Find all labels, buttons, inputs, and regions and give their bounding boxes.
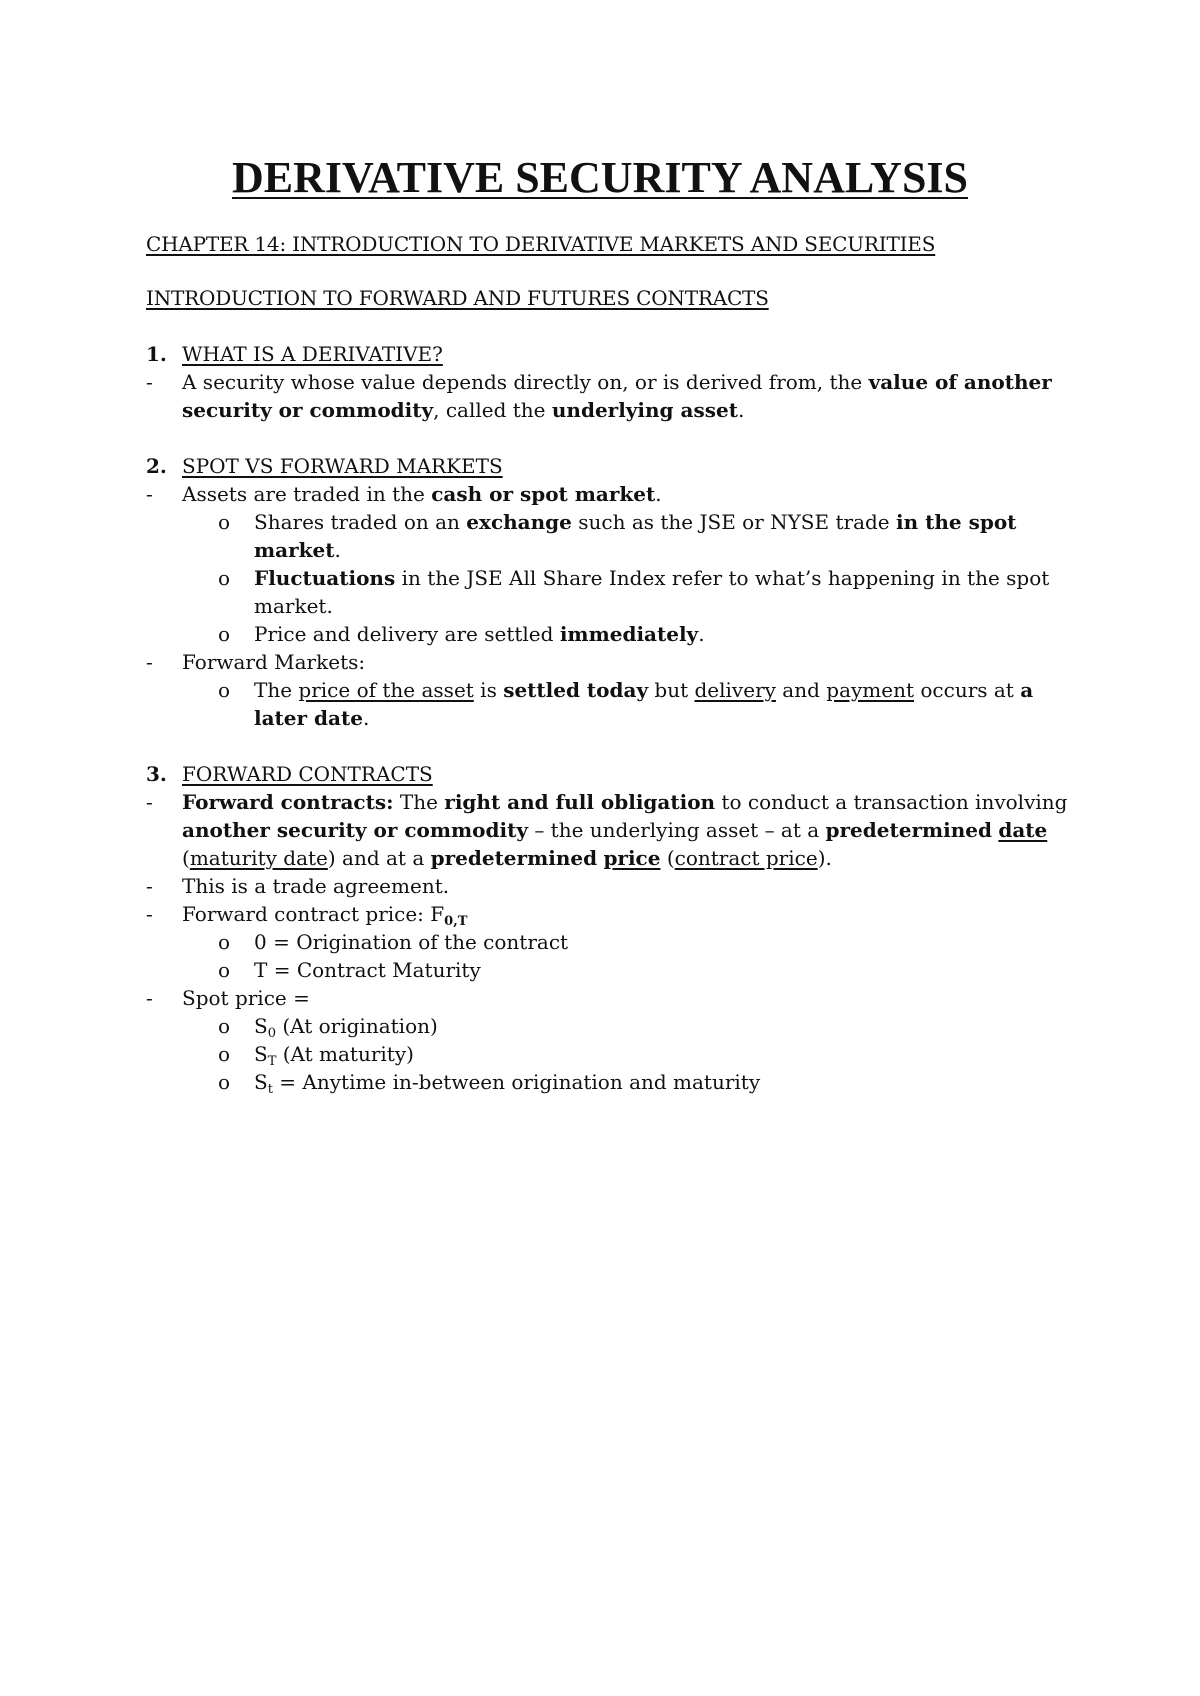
dash-bullet: - [146,370,153,394]
sub-list-item-text: 0 = Origination of the contract [254,930,569,954]
list-item-text: Forward contracts: The right and full obligation to conduct a transaction involving another security or commodity – the underlying asset – at a predetermined date (maturity date) and at a predetermined price (contract price). [182,790,1068,870]
sub-list-item-text: The price of the asset is settled today but delivery and payment occurs at a later date. [254,678,1034,730]
sub-list-item-text: T = Contract Maturity [254,958,481,982]
sub-list-item [218,1068,1076,1096]
circle-bullet: o [218,1014,231,1038]
section-heading [146,452,1076,480]
sub-list-item [218,676,1076,732]
list-item-text: Spot price = [182,986,310,1010]
circle-bullet: o [218,1042,231,1066]
section-number: 2. [146,454,167,478]
sub-list-item [218,1040,1076,1068]
section-forward-contracts [146,760,1076,1096]
sub-list-item [218,620,1076,648]
circle-bullet: o [218,622,231,646]
section-heading [146,340,1076,368]
chapter-heading: CHAPTER 14: INTRODUCTION TO DERIVATIVE MARKETS AND SECURITIES [146,232,936,256]
section-number: 3. [146,762,167,786]
section-what-is-a-derivative [146,340,1076,424]
circle-bullet: o [218,958,231,982]
dash-bullet: - [146,482,153,506]
section-title: WHAT IS A DERIVATIVE? [182,342,443,366]
list-item-text: Forward Markets: [182,650,366,674]
document-title: DERIVATIVE SECURITY ANALYSIS [231,153,969,202]
dash-bullet: - [146,650,153,674]
sub-list-item [218,928,1076,956]
sub-heading: INTRODUCTION TO FORWARD AND FUTURES CONTRACTS [146,286,769,310]
section-title: FORWARD CONTRACTS [182,762,433,786]
sub-list-item [218,564,1076,620]
circle-bullet: o [218,566,231,590]
sub-list-item-text: $S_t$ = Anytime in-between origination and maturity [254,1070,761,1097]
list-item-text: This is a trade agreement. [182,874,450,898]
list-item-text: Assets are traded in the cash or spot market. [182,482,662,506]
sub-list-item-text: $S_0$ (At origination) [254,1014,438,1041]
sub-list-item-text: Shares traded on an exchange such as the JSE or NYSE trade in the spot market. [254,510,1017,562]
sub-list-item [218,956,1076,984]
circle-bullet: o [218,930,231,954]
dash-bullet: - [146,790,153,814]
sub-list-item-text: Fluctuations in the JSE All Share Index refer to what’s happening in the spot market. [254,566,1050,618]
circle-bullet: o [218,678,231,702]
list-item-text: A security whose value depends directly on, or is derived from, the value of another security or commodity, called the underlying asset. [182,370,1052,422]
section-title: SPOT VS FORWARD MARKETS [182,454,503,478]
circle-bullet: o [218,510,231,534]
sub-list-item-text: $S_T$ (At maturity) [254,1042,414,1069]
sub-list-item [218,1012,1076,1040]
dash-bullet: - [146,902,153,926]
document-body [146,230,1076,1124]
section-heading [146,760,1076,788]
list-item [146,648,1076,676]
list-item [146,984,1076,1012]
list-item [146,368,1076,424]
dash-bullet: - [146,874,153,898]
sub-list-item-text: Price and delivery are settled immediately. [254,622,705,646]
section-number: 1. [146,342,167,366]
circle-bullet: o [218,1070,231,1094]
list-item [146,480,1076,508]
section-spot-vs-forward [146,452,1076,732]
list-item-text: Forward contract price: $F_{0,T}$ [182,902,468,929]
list-item [146,788,1076,872]
list-item [146,872,1076,900]
dash-bullet: - [146,986,153,1010]
sub-list-item [218,508,1076,564]
list-item [146,900,1076,928]
